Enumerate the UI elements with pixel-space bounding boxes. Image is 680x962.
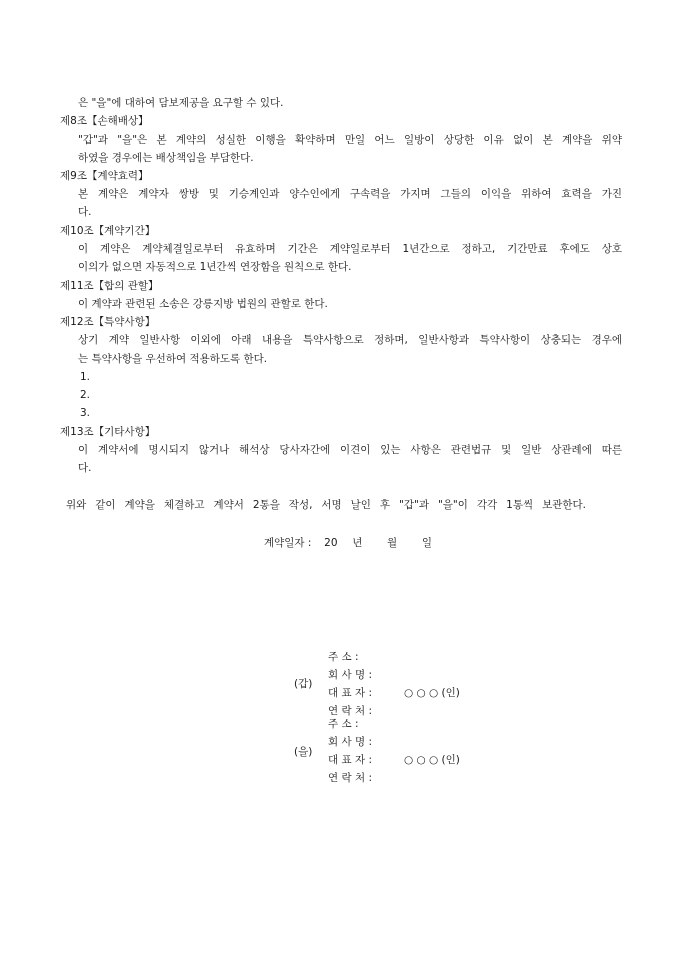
party-b-company-label: 회 사 명 : (328, 736, 372, 748)
party-a-contact-label: 연 락 처 : (328, 705, 372, 717)
date-label: 계약일자 : (264, 537, 312, 549)
article-13-line-2: 다. (78, 462, 92, 474)
date-year-unit: 년 (352, 537, 363, 549)
article-13-line-1: 이 계약서에 명시되지 않거나 해석상 당사자간에 이견이 있는 사항은 관련법규 및 일반 상관례에 따른 (78, 444, 622, 456)
party-b-representative-label: 대 표 자 : (328, 754, 372, 766)
special-term-item-3: 3. (80, 407, 91, 419)
closing-statement: 위와 같이 계약을 체결하고 계약서 2통을 작성, 서명 날인 후 "갑"과 "을"이 각각 1통씩 보관한다. (66, 499, 586, 511)
special-term-item-1: 1. (80, 371, 91, 383)
article-12-line-1: 상기 계약 일반사항 이외에 아래 내용을 특약사항으로 정하며, 일반사항과 특약사항이 상충되는 경우에 (78, 334, 622, 346)
contract-date (264, 536, 432, 550)
party-b-address-label: 주 소 : (328, 718, 359, 730)
article-9-line-1: 본 계약은 계약자 쌍방 및 기승계인과 양수인에게 구속력을 가지며 그들의 이익을 위하여 효력을 가진 (78, 188, 622, 200)
party-a-representative-seal: ○ ○ ○ (인) (404, 687, 460, 699)
date-month-unit: 월 (387, 537, 398, 549)
party-a-address-label: 주 소 : (328, 651, 359, 663)
article-11-line-1: 이 계약과 관련된 소송은 강릉지방 법원의 관할로 한다. (78, 298, 328, 310)
party-b-representative-seal: ○ ○ ○ (인) (404, 754, 460, 766)
article-12-line-2: 는 특약사항을 우선하여 적용하도록 한다. (78, 353, 268, 365)
article-11-heading: 제11조【합의 관할】 (60, 280, 159, 292)
article-13-heading: 제13조【기타사항】 (60, 426, 156, 438)
party-a-representative-label: 대 표 자 : (328, 687, 372, 699)
party-a-label: (갑) (294, 678, 313, 690)
article-12-heading: 제12조【특약사항】 (60, 316, 156, 328)
article-9-heading: 제9조【계약효력】 (60, 170, 149, 182)
article-9-line-2: 다. (78, 206, 92, 218)
intro-line: 은 "을"에 대하여 담보제공을 요구할 수 있다. (78, 97, 284, 109)
party-a-company-label: 회 사 명 : (328, 669, 372, 681)
article-8-heading: 제8조【손해배상】 (60, 115, 149, 127)
date-day-unit: 일 (421, 537, 433, 549)
party-b-label: (을) (294, 746, 313, 758)
date-year: 20 (324, 537, 338, 549)
party-b-contact-label: 연 락 처 : (328, 772, 372, 784)
article-10-line-1: 이 계약은 계약체결일로부터 유효하며 기간은 계약일로부터 1년간으로 정하고, 기간만료 후에도 상호 (78, 243, 622, 255)
special-term-item-2: 2. (80, 389, 91, 401)
article-8-line-2: 하였을 경우에는 배상책임을 부담한다. (78, 152, 254, 164)
article-10-heading: 제10조【계약기간】 (60, 225, 156, 237)
article-10-line-2: 이의가 없으면 자동적으로 1년간씩 연장함을 원칙으로 한다. (78, 261, 352, 273)
article-8-line-1: "갑"과 "을"은 본 계약의 성실한 이행을 확약하며 만일 어느 일방이 상당한 이유 없이 본 계약을 위약 (78, 134, 622, 146)
